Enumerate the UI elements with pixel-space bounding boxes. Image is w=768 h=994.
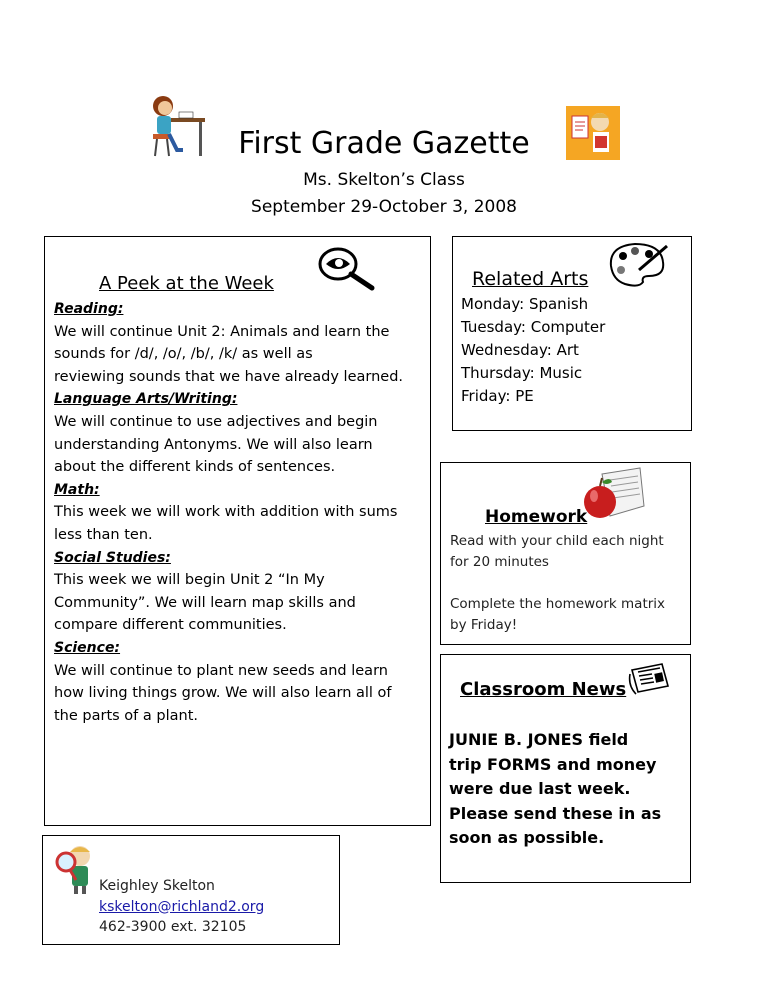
peek-content (54, 298, 424, 727)
news-line: were due last week. (449, 779, 631, 798)
peek-label: Reading: (54, 301, 124, 317)
peek-label: Social Studies: (54, 549, 171, 566)
news-line: JUNIE B. JONES field (449, 730, 629, 749)
related-arts-item: Tuesday: Computer (461, 318, 606, 336)
contact-info (99, 876, 264, 938)
student-magnifier-icon (52, 842, 100, 896)
page-title: First Grade Gazette (238, 126, 530, 161)
contact-email-link[interactable]: kskelton@richland2.org (99, 898, 265, 915)
news-line: soon as possible. (449, 828, 605, 847)
peek-line: sounds for /d/, /o/, /b/, /k/ as well as (54, 346, 313, 363)
newspaper-icon (628, 660, 672, 696)
date-range: September 29-October 3, 2008 (251, 197, 517, 217)
peek-line: how living things grow. We will also learn all of (54, 685, 392, 702)
peek-line: This week we will work with addition with sums (54, 504, 398, 521)
peek-label: Language Arts/Writing: (54, 391, 238, 408)
peek-line: understanding Antonyms. We will also learn (54, 436, 373, 453)
related-arts-item: Friday: PE (461, 387, 534, 405)
news-line: trip FORMS and money (449, 754, 657, 774)
news-line: Please send these in as (449, 803, 662, 823)
homework-line: Complete the homework matrix (450, 596, 666, 612)
contact-phone: 462-3900 ext. 32105 (99, 919, 247, 935)
peek-label: Math: (54, 481, 100, 498)
apple-books-icon (580, 466, 646, 528)
peek-line: less than ten. (54, 526, 153, 543)
peek-heading: A Peek at the Week (99, 273, 274, 294)
peek-line: about the different kinds of sentences. (54, 459, 336, 476)
related-arts-item: Wednesday: Art (461, 341, 579, 359)
peek-line: We will continue Unit 2: Animals and learn the (54, 323, 390, 340)
peek-line: We will continue to use adjectives and begin (54, 413, 378, 430)
homework-line: for 20 minutes (450, 554, 549, 570)
related-arts-item: Monday: Spanish (461, 295, 589, 313)
related-arts-list (461, 293, 605, 408)
contact-name: Keighley Skelton (99, 878, 215, 894)
related-arts-heading: Related Arts (472, 268, 589, 290)
homework-line: by Friday! (450, 617, 518, 633)
homework-line (450, 573, 680, 594)
class-name: Ms. Skelton’s Class (303, 170, 465, 190)
homework-heading: Homework (485, 507, 588, 527)
homework-line: Read with your child each night (450, 533, 664, 549)
magnifying-glass-icon (314, 244, 378, 292)
homework-text (450, 531, 680, 636)
paint-palette-icon (605, 240, 669, 288)
peek-line: We will continue to plant new seeds and learn (54, 662, 388, 679)
classroom-news-heading: Classroom News (460, 679, 627, 700)
peek-line: reviewing sounds that we have already learned. (54, 368, 404, 385)
classroom-news-text (449, 728, 679, 851)
peek-line: compare different communities. (54, 617, 287, 634)
peek-line: This week we will begin Unit 2 “In My (54, 572, 325, 589)
peek-line: Community”. We will learn map skills and (54, 594, 356, 611)
peek-line: the parts of a plant. (54, 707, 198, 724)
peek-label: Science: (54, 639, 121, 656)
related-arts-item: Thursday: Music (461, 364, 583, 382)
